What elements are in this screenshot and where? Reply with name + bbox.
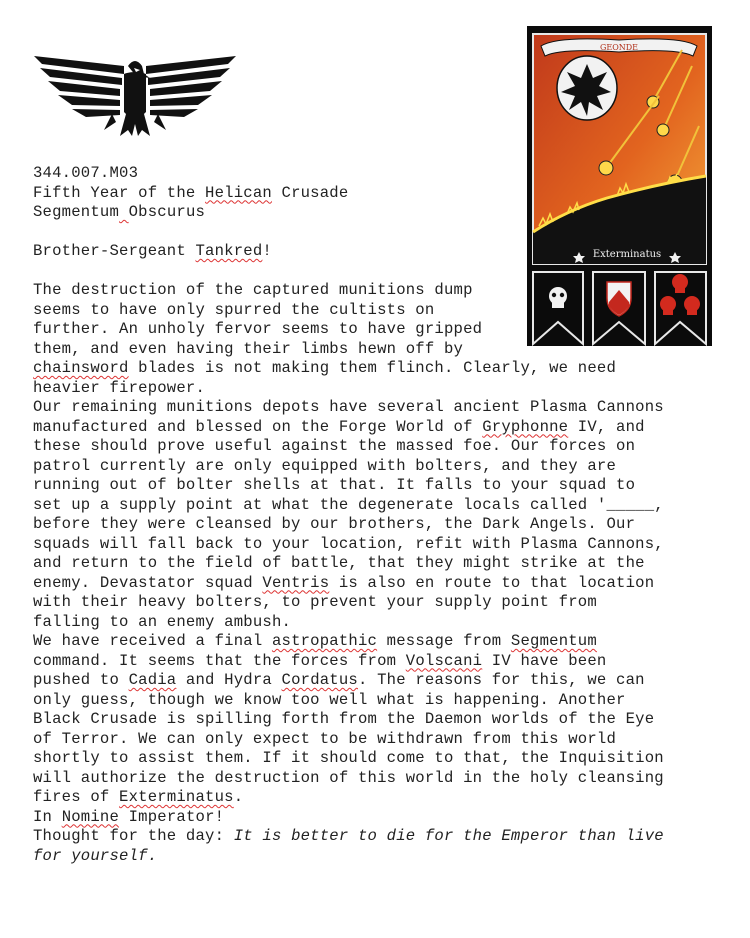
letter-date: 344.007.M03 [33,164,139,182]
letter-body-line: before they were cleansed by our brothers, the Dark Angels. Our [33,515,636,533]
letter-body-line: manufactured and blessed on the Forge World of Gryphonne IV, and [33,417,645,436]
letter-body-line: Our remaining munitions depots have several ancient Plasma Cannons [33,398,664,416]
letter-body-line: We have received a final astropathic message from Segmentum [33,632,597,650]
letter-campaign: Fifth Year of the Helican Crusade [33,183,349,202]
letter-sector: Segmentum Obscurus [33,203,206,221]
thought-for-the-day [33,827,664,847]
letter-body-line: The destruction of the captured munitions dump [33,281,473,299]
letter-body-line: set up a supply point at what the degenerate locals called '_____, [33,495,664,514]
exterminatus-banner [527,26,712,346]
letter-body-line: with their heavy bolters, to prevent your supply point from [33,593,597,611]
letter-body-line: In Nomine Imperator! [33,807,225,826]
letter-body-line: patrol currently are only equipped with bolters, and they are [33,456,617,475]
letter-body-line: these should prove useful against the massed foe. Our forces on [33,437,636,455]
letter-body-line: falling to an enemy ambush. [33,612,292,631]
thought-quote-continued: for yourself. [33,846,158,865]
letter-body-line: command. It seems that the forces from Volscani IV have been [33,651,607,670]
banner-motto: Exterminatus [592,249,662,260]
letter-body-line: only guess, though we know too well what is happening. Another [33,690,626,709]
thought-quote: It is better to die for the Emperor than live [233,827,664,845]
letter-body-line: Black Crusade is spilling forth from the Daemon worlds of the Eye [33,710,655,728]
letter-body-line: shortly to assist them. If it should come to that, the Inquisition [33,749,664,767]
letter-body-line: squads will fall back to your location, refit with Plasma Cannons, [33,534,664,553]
letter-body-line: them, and even having their limbs hewn off by [33,339,464,358]
letter-body-line: chainsword blades is not making them flinch. Clearly, we need [33,359,617,377]
banner-scroll-text: GEONDE [599,43,639,52]
letter-body-line: fires of Exterminatus. [33,788,244,806]
letter-body-line: enemy. Devastator squad Ventris is also en route to that location [33,573,655,592]
letter-body-line: of Terror. We can only expect to be withdrawn from this world [33,729,617,748]
thought-label: Thought for the day: [33,827,234,845]
imperial-eagle-logo [32,52,238,138]
letter-body-line: heavier firepower. [33,378,206,397]
letter-body-line: seems to have only spurred the cultists on [33,300,435,319]
letter-body-line: running out of bolter shells at that. It falls to your squad to [33,476,636,494]
letter-body-line: will authorize the destruction of this world in the holy cleansing [33,768,664,787]
letter-salutation: Brother-Sergeant Tankred! [33,242,272,260]
letter-body-line: pushed to Cadia and Hydra Cordatus. The reasons for this, we can [33,671,645,689]
letter-body-line: further. An unholy fervor seems to have gripped [33,320,483,338]
letter-body-line: and return to the field of battle, that they might strike at the [33,554,645,572]
